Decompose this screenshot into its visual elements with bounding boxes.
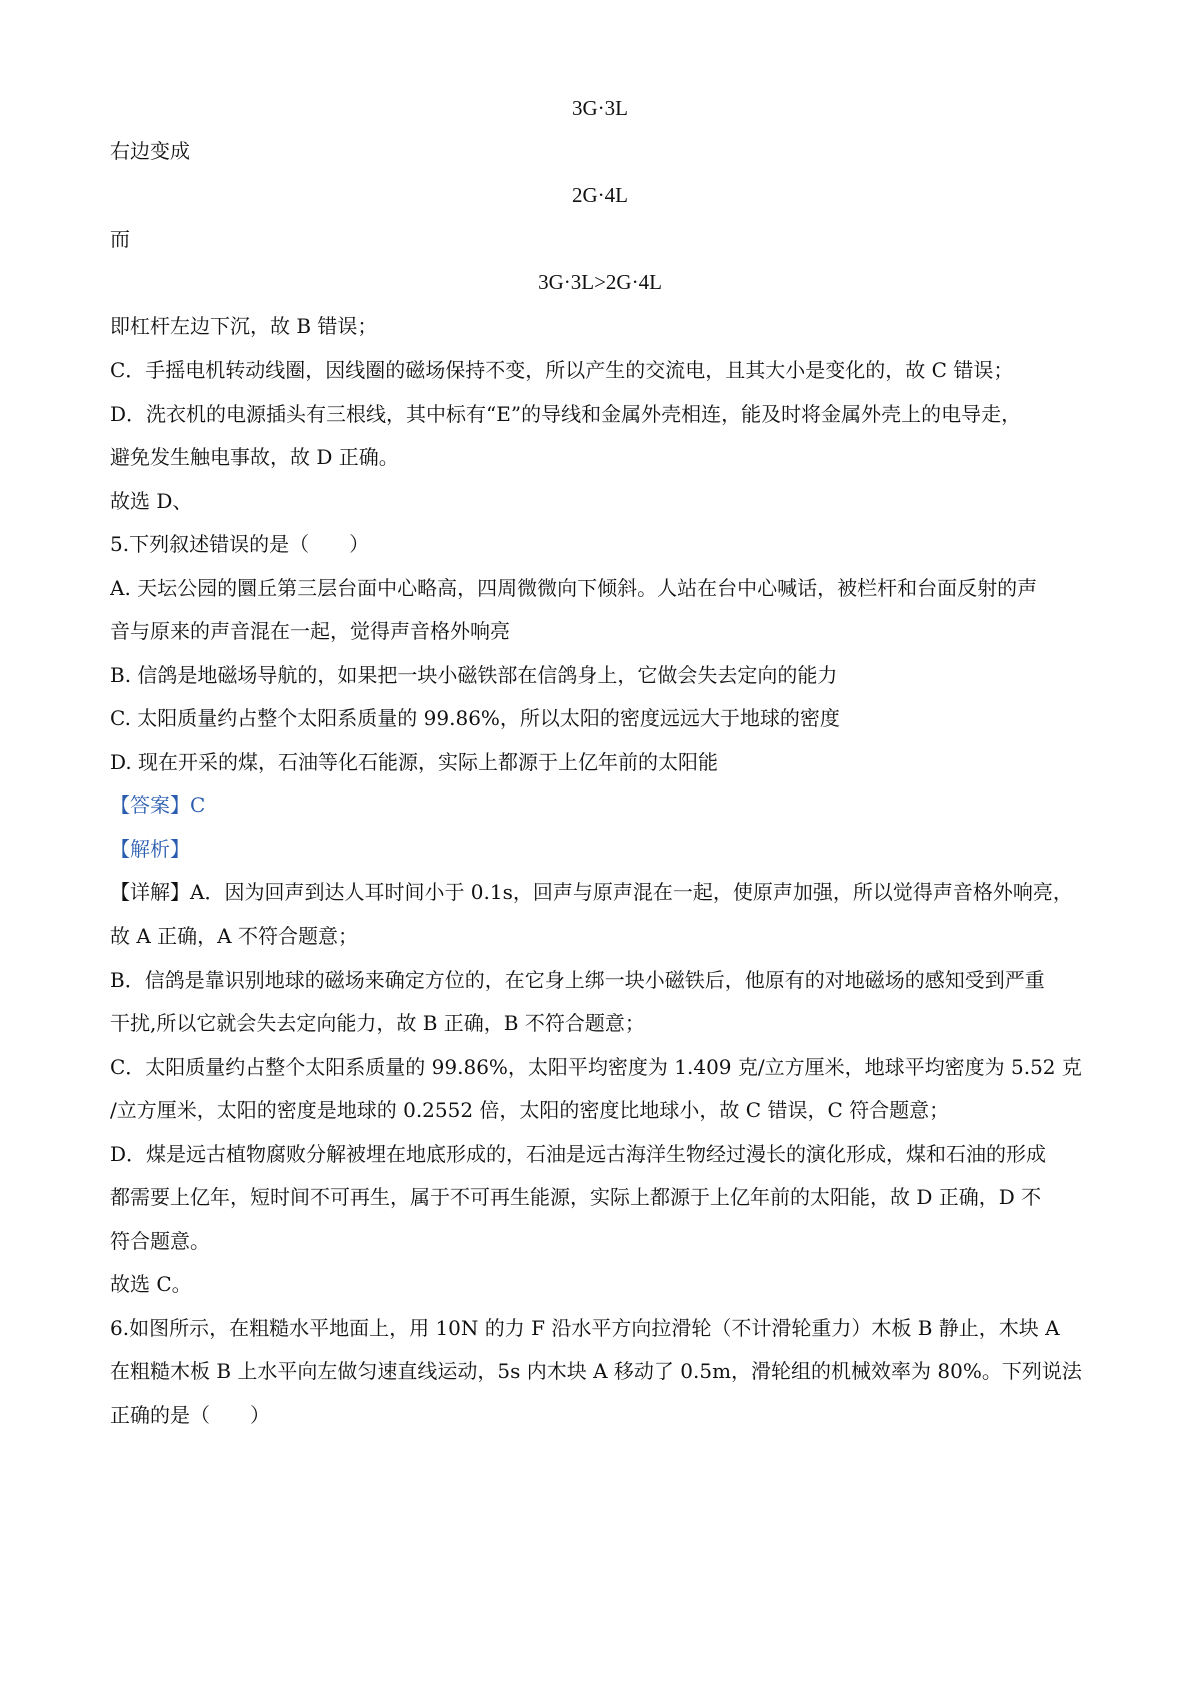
q6-stem-line3: 正确的是（ ） <box>110 1403 270 1427</box>
q5-detail-c-line1: C．太阳质量约占整个太阳系质量的 99.86%，太阳平均密度为 1.409 克/立方厘米，地球平均密度为 5.52 克 <box>110 1055 1082 1079</box>
q5-detail-d-line2: 都需要上亿年，短时间不可再生，属于不可再生能源，实际上都源于上亿年前的太阳能，故 D 正确，D 不 <box>110 1185 1042 1209</box>
q6-stem-line1: 6.如图所示，在粗糙水平地面上，用 10N 的力 F 沿水平方向拉滑轮（不计滑轮重力）木板 B 静止，木块 A <box>110 1316 1060 1340</box>
q5-option-c: C. 太阳质量约占整个太阳系质量的 99.86%，所以太阳的密度远远大于地球的密度 <box>110 706 840 730</box>
q5-detail-b-line2: 干扰,所以它就会失去定向能力，故 B 正确，B 不符合题意； <box>110 1011 645 1035</box>
q5-option-b: B. 信鸽是地磁场导航的，如果把一块小磁铁部在信鸽身上，它做会失去定向的能力 <box>110 663 838 687</box>
q5-answer <box>110 791 1100 819</box>
q5-detail-a-line1: 【详解】A．因为回声到达人耳时间小于 0.1s，回声与原声混在一起，使原声加强，所以觉得声音格外响亮， <box>110 880 1073 904</box>
q5-option-a-line1: A. 天坛公园的圜丘第三层台面中心略高，四周微微向下倾斜。人站在台中心喊话，被栏杆和台面反射的声 <box>110 576 1038 600</box>
q5-detail-d-line3: 符合题意。 <box>110 1229 210 1253</box>
prev-select: 故选 D、 <box>110 489 193 513</box>
formula-left-torque: 3G·3L <box>572 96 628 120</box>
q5-select: 故选 C。 <box>110 1272 192 1296</box>
q6-stem-line2: 在粗糙木板 B 上水平向左做匀速直线运动，5s 内木块 A 移动了 0.5m，滑轮组的机械效率为 80%。下列说法 <box>110 1359 1082 1383</box>
formula-compare: 3G·3L>2G·4L <box>538 270 662 294</box>
q5-stem: 5.下列叙述错误的是（ ） <box>110 532 370 556</box>
q5-option-a-line2: 音与原来的声音混在一起，觉得声音格外响亮 <box>110 619 510 643</box>
answer-value: C <box>190 793 206 817</box>
conclusion-b: 即杠杆左边下沉，故 B 错误； <box>110 314 378 338</box>
prev-option-d-line1: D．洗衣机的电源插头有三根线，其中标有“E”的导线和金属外壳相连，能及时将金属外壳上的电导走， <box>110 402 1022 426</box>
q5-detail-d-line1: D．煤是远古植物腐败分解被埋在地底形成的，石油是远古海洋生物经过漫长的演化形成，煤和石油的形成 <box>110 1142 1047 1166</box>
text-right-side: 右边变成 <box>110 139 190 163</box>
q5-analysis-label: 【解析】 <box>110 837 190 861</box>
text-and: 而 <box>110 227 130 251</box>
q5-detail-c-line2: /立方厘米，太阳的密度是地球的 0.2552 倍，太阳的密度比地球小，故 C 错误，C 符合题意； <box>110 1098 950 1122</box>
q5-detail-b-line1: B．信鸽是靠识别地球的磁场来确定方位的，在它身上绑一块小磁铁后，他原有的对地磁场的感知受到严重 <box>110 968 1045 992</box>
prev-option-c: C．手摇电机转动线圈，因线圈的磁场保持不变，所以产生的交流电，且其大小是变化的，故 C 错误； <box>110 358 1014 382</box>
q5-detail-a-line2: 故 A 正确，A 不符合题意； <box>110 924 358 948</box>
q5-option-d: D. 现在开采的煤，石油等化石能源，实际上都源于上亿年前的太阳能 <box>110 750 719 774</box>
formula-right-torque: 2G·4L <box>572 183 628 207</box>
prev-option-d-line2: 避免发生触电事故，故 D 正确。 <box>110 445 399 469</box>
answer-label: 【答案】 <box>110 793 190 817</box>
